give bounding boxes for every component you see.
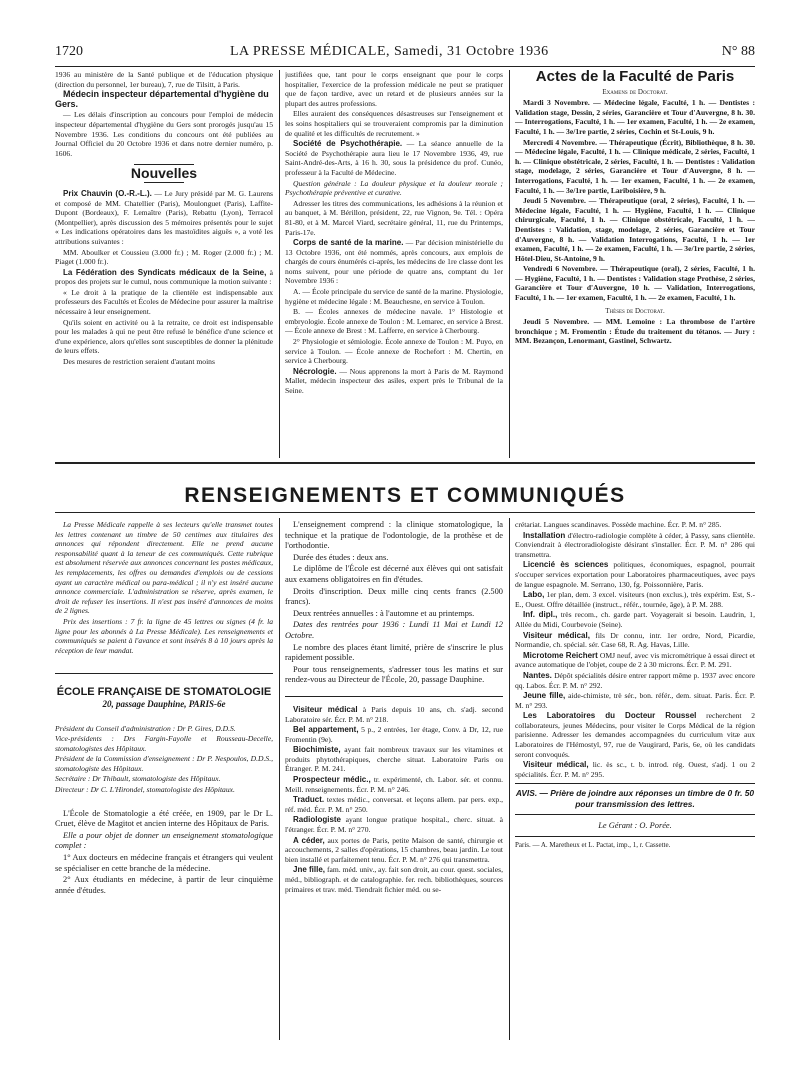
ad-heading: Licencié ès sciences bbox=[523, 560, 609, 570]
text-paragraph: 1936 au ministère de la Santé publique et de l'éducation physique (direction du personnel, 1er bureau), 7, rue de Tilsitt, à Paris. bbox=[55, 70, 273, 89]
ad-text: recherchent 2 collaborateurs, jeunes Médecins, pour visiter le Corps Médical de la région parisienne. Adresser les demandes accompagnées du curriculum vitæ aux Laboratoires de l'Hémostyl, 97, rue de Vaugirard, Paris, 6e, où les candidats seront convoqués. bbox=[515, 711, 755, 759]
text-paragraph: à propos des projets sur le cumul, nous communique la motion suivante : bbox=[55, 267, 273, 287]
printer-line: Paris. — A. Maretheux et L. Pactat, imp., 1, r. Cassette. bbox=[515, 841, 671, 850]
ad-heading: Jeune fille, bbox=[523, 691, 566, 701]
school-address: 20, passage Dauphine, PARIS-6e bbox=[102, 698, 226, 709]
text-paragraph: L'enseignement comprend : la clinique stomatologique, la technique et la pratique de l'odontologie, de la prothèse et de l'orthodontie. bbox=[285, 520, 503, 551]
text-paragraph: Mercredi 4 Novembre. — Thérapeutique (Écrit), Bibliothèque, 8 h. 30. — Médecine légale, Faculté, 1 h. — Clinique médicale, 2 séries, Faculté, 1 h. — Clinique obstétricale, 2 séries, Faculté, 1 h. — Dentistes : Validation stage, modelage, 2 séries, Garancière et Tour d'Auvergne, 8 h. — Interrogations, Faculté, 1 h. — 1er examen, Faculté, 1 h. — 2e examen, Faculté, 1 h. — 3e/1re partie, Lariboisière, 9 h. bbox=[515, 137, 755, 195]
staff-line: Secrétaire : Dr Thibault, stomatologiste des Hôpitaux. bbox=[55, 774, 221, 784]
section-rule bbox=[55, 512, 755, 513]
gerant-line: Le Gérant : O. Porée. bbox=[598, 820, 672, 830]
text-paragraph: Durée des études : deux ans. bbox=[293, 552, 389, 562]
text-paragraph: Jeudi 5 Novembre. — MM. Lemoine : La thrombose de l'artère bronchique ; M. Fromentin : Étude du traitement du tétanos. — Jury : MM. Bezançon, Lenormant, Gastinel, Schwartz. bbox=[515, 317, 755, 346]
column-middle bbox=[285, 70, 503, 458]
ad-text: ayant longue pratique hospital., cherc. situat. à l'étranger. Écr. P. M. n° 270. bbox=[285, 815, 503, 835]
ad-text: lic. ès sc., t. b. introd. rég. Ouest, s'adj. 1 ou 2 spécialités. Écr. P. M. n° 295. bbox=[515, 760, 755, 779]
notice-paragraph: La Presse Médicale rappelle à ses lecteurs qu'elle transmet toutes les lettres contenant un timbre de 50 centimes aux titulaires des annonces qui répondent directement. Elle ne prend aucune responsabilité quant à la teneur de ces communiqués. Cette rubrique est absolument réservée aux annonces concernant les postes médicaux, les remplacements, les offres ou demandes d'emplois ou de cessions ayant un caractère médical ou para-médical ; il n'y est inséré aucune annonce commerciale. L'administration se réserve, après examen, le droit de refuser les insertions. Il n'est pas inséré d'annonces de moins de 2 lignes. bbox=[55, 520, 273, 616]
lower-column-middle bbox=[285, 520, 503, 1040]
ad-heading: Visiteur médical, bbox=[523, 760, 589, 770]
ad-text: fam. méd. univ., ay. fait son droit, au cour. quest. sociales, méd., bibliograph. et de catalographie. fer. rech. bibliothèques, sources primaires et trav. méd. Tiendrait fichier méd. ou se- bbox=[285, 865, 503, 894]
article-heading: Médecin inspecteur départemental d'hygiène du Gers. bbox=[55, 89, 269, 109]
text-paragraph: Deux rentrées annuelles : à l'automne et au printemps. bbox=[293, 608, 475, 618]
ad-heading: Radiologiste bbox=[293, 815, 342, 825]
notice-paragraph: Prix des insertions : 7 fr. la ligne de 45 lettres ou signes (4 fr. la ligne pour les abonnés à La Presse Médicale). Les renseignements et communiqués se paient à l'avance et sont insérés 8 à 10 jours après la réception de leur mandat. bbox=[55, 616, 273, 655]
text-paragraph: « Le droit à la pratique de la clientèle est indispensable aux professeurs des Facultés et Écoles de Médecine pour assurer la maîtrise nécessaire à leur enseignement. bbox=[55, 287, 273, 317]
article-heading: La Fédération des Syndicats médicaux de la Seine, bbox=[63, 267, 267, 277]
text-paragraph: Dates des rentrées pour 1936 : Lundi 11 Mai et Lundi 12 Octobre. bbox=[285, 620, 503, 640]
ad-heading: Visiteur médical bbox=[293, 704, 358, 714]
text-paragraph: — La séance annuelle de la Société de Psychothérapie aura lieu le 17 Novembre 1936, 49, rue Saint-André-des-Arts, à 16 h. 30, sous la présidence du prof. Cunéo, professeur à la Faculté de Médecine. bbox=[285, 139, 503, 177]
article-heading: Nécrologie. bbox=[293, 366, 337, 376]
avis-notice: AVIS. — Prière de joindre aux réponses un timbre de 0 fr. 50 pour transmission des lettres. bbox=[515, 788, 755, 810]
ad-text: 1er plan, dem. 3 excel. visiteurs (non exclus.), très expérim. Est, S.-E., Ouest. Offre détaillée (instruct., référ., tournée, âge), à P. M. 288. bbox=[515, 590, 755, 609]
article-heading: Corps de santé de la marine. bbox=[293, 238, 404, 248]
text-paragraph: — Les délais d'inscription au concours pour l'emploi de médecin inspecteur départemental d'hygiène du Gers sont prorogés jusqu'au 15 Novembre 1936. Les conditions du concours ont été publiées au Journal Officiel du 20 Octobre 1936 et dans notre dernier numéro, p. 1606. bbox=[55, 110, 273, 158]
ad-heading: Les Laboratoires du Docteur Roussel bbox=[523, 711, 697, 721]
text-paragraph: — Nous apprenons la mort à Paris de M. Raymond Mallet, médecin inspecteur des asiles, expert près le Tribunal de la Seine. bbox=[285, 366, 503, 395]
ad-heading: Traduct. bbox=[293, 795, 325, 805]
divider bbox=[515, 836, 755, 837]
ad-text: OMJ neuf, avec vis micrométrique à essai direct et avance automatique de l'objet, coupe de 2 à 30 microns. Écr. P. M. 291. bbox=[515, 650, 755, 670]
page-header bbox=[55, 44, 755, 64]
ad-text: Dépôt spécialités désire entrer rapport même p. 1937 avec encore qq. Labos. Écr. P. M. n° 292. bbox=[515, 670, 755, 690]
subsection-title: Thèses de Doctorat. bbox=[605, 306, 665, 315]
text-paragraph: Question générale : La douleur physique et la douleur morale ; Psychothérapie préventive et curative. bbox=[285, 178, 503, 198]
ad-text: aux portes de Paris, petite Maison de santé, chirurgie et accouchements, 2 salles d'opérations, 15 chambres, beau jardin. Le tout bien installé et parfaitement tenu. Écr. P. M. n° 276 qui transmettra. bbox=[285, 835, 503, 864]
staff-line: Vice-présidents : Drs Fargin-Fayolle et Rousseau-Decelle, stomatologistes des Hôpitaux. bbox=[55, 734, 273, 753]
staff-line: Directeur : Dr C. L'Hirondel, stomatologiste des Hôpitaux. bbox=[55, 785, 235, 795]
ad-heading: Biochimiste, bbox=[293, 745, 341, 755]
text-paragraph: Droits d'inscription. Deux mille cinq cents francs (2.500 francs). bbox=[285, 586, 503, 607]
ad-text: fils Dr connu, intr. 1er ordre, Nord, Picardie, Normandie, ch. spécial. sér. Case 68, R. Ag. Havas, Lille. bbox=[515, 630, 755, 650]
ad-text: crétariat. Langues scandinaves. Possède machine. Écr. P. M. n° 285. bbox=[515, 520, 722, 529]
text-paragraph: Mardi 3 Novembre. — Médecine légale, Faculté, 1 h. — Dentistes : Validation stage, Dessin, 2 séries, Garancière et Tour d'Auvergne, 8 h. 30. — Interrogations, Faculté, 1 h. — 1er examen, Faculté, 1 h. — 2e examen, Faculté, 1 h. — 3e/1re partie, 2 séries, Cochin et St-Louis, 9 h. bbox=[515, 98, 755, 136]
staff-line: Président de la Commission d'enseignement : Dr P. Nespoulos, D.D.S., stomatologiste des Hôpitaux. bbox=[55, 754, 273, 773]
section-rule bbox=[55, 462, 755, 464]
text-paragraph: B. — Écoles annexes de médecine navale. 1° Histologie et embryologie. École annexe de Toulon : M. Lemarec, en service à Brest. — École annexe de Brest : M. Lafferre, en service à Cherbourg. bbox=[285, 307, 503, 336]
text-paragraph: Pour tous renseignements, s'adresser tous les matins et sur rendez-vous au Directeur de l'École, 20, passage Dauphine. bbox=[285, 664, 503, 685]
article-heading: Société de Psychothérapie. bbox=[293, 139, 403, 149]
text-paragraph: Des mesures de restriction seraient d'autant moins bbox=[63, 357, 215, 367]
journal-title: LA PRESSE MÉDICALE, Samedi, 31 Octobre 1936 bbox=[230, 44, 549, 59]
text-paragraph: Qu'ils soient en activité ou à la retraite, ce droit est indispensable pour les malades à qui ne peut être refusé le bénéfice d'une science et d'une expérience, alors qu'elles sont susceptibles de donner la plénitude de leurs effets. bbox=[55, 317, 273, 356]
ad-text: très recom., ch. garde part. Voyagerait si besoin. Laudrin, 1, Allée du Midi, Courbevoie (Seine). bbox=[515, 610, 755, 629]
staff-line: Président du Conseil d'administration : Dr P. Gires, D.D.S. bbox=[55, 723, 236, 733]
column-divider bbox=[509, 70, 510, 458]
column-left bbox=[55, 70, 273, 458]
text-paragraph: 2° Physiologie et sémiologie. École annexe de Toulon : M. Puyo, en service à Toulon. — École annexe de Rochefort : M. Chertin, en service à Cherbourg. bbox=[285, 337, 503, 366]
ad-heading: Inf. dipl., bbox=[523, 610, 558, 620]
text-paragraph: justifiées que, tant pour le corps enseignant que pour le corps hospitalier, l'exercice de la profession médicale ne peut se pratiquer que de façon tardive, avec un retard et de plusieurs années sur la plupart des autres professions. bbox=[285, 70, 503, 108]
divider bbox=[515, 814, 755, 815]
lower-column-left bbox=[55, 520, 273, 1040]
ad-text: ayant fait nombreux travaux sur les vitamines et produits phytothérapiques, cherche situat. Laboratoire Paris ou Étranger. P. M. 241. bbox=[285, 745, 503, 774]
section-title: Nouvelles bbox=[130, 165, 198, 182]
column-right bbox=[515, 70, 755, 458]
ad-text: politiques, économiques, espagnol, pourrait s'occuper services exportation pour Laboratoires pharmaceutiques, avec pays de langue espagnole. M. Serrano, 130, fg. Poissonnière, Paris. bbox=[515, 560, 755, 589]
issue-number: N° 88 bbox=[721, 44, 755, 59]
text-paragraph: — Le Jury présidé par M. G. Laurens et composé de MM. Chatellier (Paris), Moulonguet (Paris), Laffite-Dupont (Bordeaux), F. Lemaître (Paris), Rebattu (Lyon), Terracol (Montpellier), après discussion des 5 mémoires présentés pour le sujet « Les indications opératoires dans les mastoïdites aiguës », a voté les attributions suivantes : bbox=[55, 188, 273, 246]
text-paragraph: A. — École principale du service de santé de la marine. Physiologie, hygiène et médecine légale : M. Beauchesne, en service à Toulon. bbox=[285, 287, 503, 306]
text-paragraph: — Par décision ministérielle du 13 Octobre 1936, ont été nommés, après concours, aux emplois de chargés de cours énumérés ci-après, les médecins de 1re classe dont les noms suivent, pour une période de quatre ans, comptant du 1er Novembre 1936 : bbox=[285, 238, 503, 286]
divider bbox=[134, 164, 194, 165]
text-paragraph: L'École de Stomatologie a été créée, en 1909, par le Dr L. Cruet, élève de Magitot et ancien interne des Hôpitaux de Paris. bbox=[55, 808, 273, 829]
text-paragraph: Elle a pour objet de donner un enseignement stomatologique complet : bbox=[55, 830, 273, 851]
text-paragraph: Vendredi 6 Novembre. — Thérapeutique (oral), 2 séries, Faculté, 1 h. — Hygiène, Faculté, 1 h. — Dentistes : Validation stage Prothèse, 2 séries, Garancière et Tour d'Auvergne, 10 h. — Validation, Interrogations, Faculté, 1 h. — 1er examen, Faculté, 1 h. — 2e examen, Faculté, 1 h. bbox=[515, 264, 755, 303]
text-paragraph: 1° Aux docteurs en médecine français et étrangers qui veulent se spécialiser en cette branche de la médecine. bbox=[55, 853, 273, 873]
ad-heading: Prospecteur médic., bbox=[293, 775, 371, 785]
page-number: 1720 bbox=[55, 44, 83, 59]
ad-heading: A céder, bbox=[293, 835, 325, 845]
column-divider bbox=[279, 518, 280, 1040]
ad-text: textes médic., conversat. et leçons allem. par pers. exp., réf. méd. Écr. P. M. n° 250. bbox=[285, 795, 503, 814]
text-paragraph: 2° Aux étudiants en médecine, à partir de leur cinquième année d'études. bbox=[55, 875, 273, 895]
article-heading: Prix Chauvin (O.-R.-L.). bbox=[63, 188, 152, 198]
ad-heading: Labo, bbox=[523, 590, 545, 600]
ad-heading: Jne fille, bbox=[293, 865, 326, 875]
divider bbox=[144, 182, 184, 183]
ad-text: 5 p., 2 entrées, 1er étage, Conv. à Dr, 12, rue Fromentin (9e). bbox=[285, 725, 503, 744]
school-title: ÉCOLE FRANÇAISE DE STOMATOLOGIE bbox=[56, 686, 272, 699]
text-paragraph: MM. Aboulker et Coussieu (3.000 fr.) ; M. Roger (2.000 fr.) ; M. Piaget (1.000 fr.). bbox=[55, 247, 273, 267]
divider bbox=[55, 673, 273, 674]
ad-heading: Installation bbox=[523, 530, 566, 540]
banner-title: RENSEIGNEMENTS ET COMMUNIQUÉS bbox=[184, 484, 626, 507]
column-divider bbox=[509, 518, 510, 1040]
divider bbox=[515, 783, 755, 784]
text-paragraph: Le nombre des places étant limité, prière de s'inscrire le plus rapidement possible. bbox=[285, 642, 503, 663]
section-title: Actes de la Faculté de Paris bbox=[535, 70, 735, 85]
ad-text: aide-chimiste, trè sér., bon. référ., dem. situat. Paris. Écr. P. M. n° 293. bbox=[515, 691, 755, 710]
text-paragraph: Le diplôme de l'École est décerné aux élèves qui ont satisfait aux examens obligatoires en fin d'études. bbox=[285, 564, 503, 584]
ad-heading: Microtome Reichert bbox=[523, 650, 598, 660]
header-rule bbox=[55, 66, 755, 67]
ad-heading: Bel appartement, bbox=[293, 725, 359, 735]
text-paragraph: Elles auraient des conséquences désastreuses sur l'enseignement et les soins hospitaliers qui se trouveraient compromis par la diminution de qualité et les difficultés de recrutement. » bbox=[285, 109, 503, 138]
lower-column-right bbox=[515, 520, 755, 1040]
text-paragraph: Adresser les titres des communications, les adhésions à la réunion et au banquet, à M. Bérillon, président, 22, rue Vignon, 9e. Tél. : Opéra 81-80, et à M. Marcel Viard, secrétaire général, 11, rue du Printemps, Paris-17e. bbox=[285, 198, 503, 237]
subsection-title: Examens de Doctorat. bbox=[602, 87, 668, 96]
ad-text: d'électro-radiologie complète à céder, à Passy, sans clientèle. Conviendrait à électroradiologiste désirant s'installer. Écr. P. M. n° 286 qui transmettra. bbox=[515, 530, 755, 559]
text-paragraph: Jeudi 5 Novembre. — Thérapeutique (oral, 2 séries), Faculté, 1 h. — Médecine légale, Faculté, 1 h. — Hygiène, Faculté, 1 h. — Clinique chirurgicale, Faculté, 1 h. — Clinique obstétricale, Faculté, 1 h. — Dentistes : Validation, stage, modelage, 2 séries, Garancière et Tour d'Auvergne, 8 h. — Validation Interrogations, Faculté, 1 h. — 1er examen, Faculté, 1 h. — 2e examen, Faculté, 1 h. — 3e/1re partie, 2 séries, Hôtel-Dieu, St-Antoine, 9 h. bbox=[515, 196, 755, 263]
column-divider bbox=[279, 70, 280, 458]
ad-text: tr. expérimenté, ch. Labor. sér. et connu. Meill. renseignements. Écr. P. M. n° 246. bbox=[285, 775, 503, 794]
ad-heading: Visiteur médical, bbox=[523, 630, 590, 640]
divider bbox=[285, 696, 503, 697]
ad-text: à Paris depuis 10 ans, ch. s'adj. second Laboratoire sér. Écr. P. M. n° 218. bbox=[285, 704, 503, 724]
ad-heading: Nantes. bbox=[523, 670, 552, 680]
